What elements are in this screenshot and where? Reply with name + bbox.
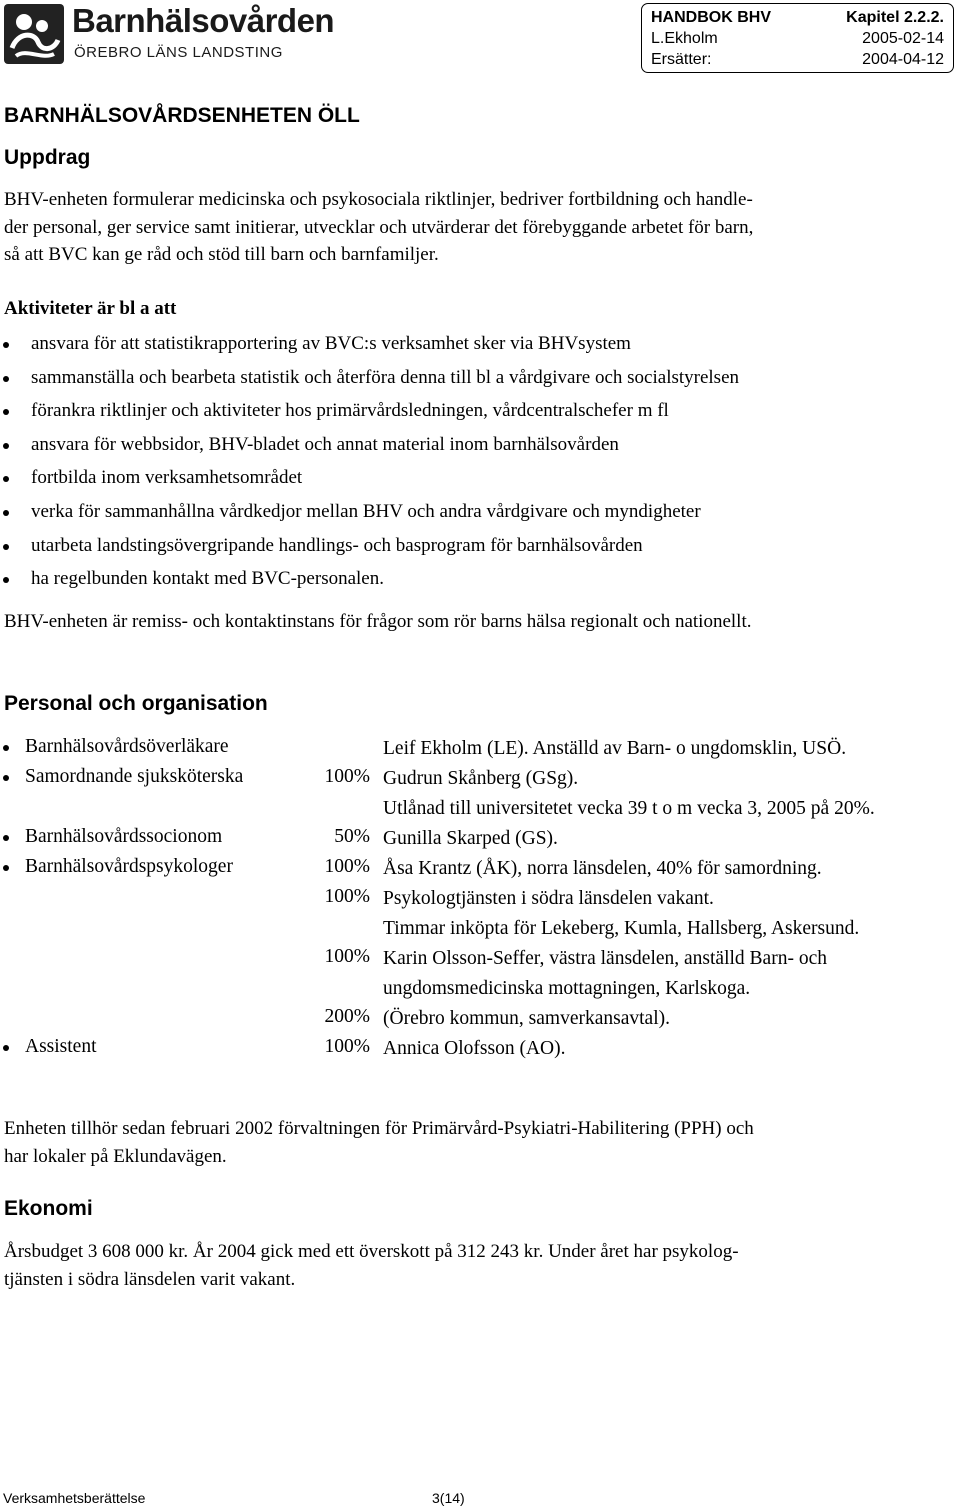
description: Leif Ekholm (LE). Anställd av Barn- o ungdomsklin, USÖ. (383, 738, 847, 759)
uppdrag-line: der personal, ger service samt initierar, utvecklar och utvärderar det förebyggande arbetet för barn, (4, 216, 754, 238)
description: Annica Olofsson (AO). (383, 1038, 566, 1059)
percent: 100% (324, 856, 370, 877)
list-item: sammanställa och bearbeta statistik och återföra denna till bl a vårdgivare och socialstyrelsen (0, 361, 739, 395)
table-row (0, 972, 960, 1002)
description: ungdomsmedicinska mottagningen, Karlskoga. (383, 978, 751, 999)
list-item: utarbeta landstingsövergripande handlings- och basprogram för barnhälsovården (0, 529, 739, 563)
description: Gunilla Skarped (GS). (383, 828, 558, 849)
author: L.Ekholm (651, 30, 718, 47)
footer-title: Verksamhetsberättelse (3, 1490, 146, 1506)
bullet-icon (3, 476, 9, 482)
description: (Örebro kommun, samverkansavtal). (383, 1008, 670, 1029)
table-row (0, 912, 960, 942)
uppdrag-line: så att BVC kan ge råd och stöd till barn och barnfamiljer. (4, 244, 439, 265)
table-row (0, 852, 960, 882)
bullet-icon (3, 775, 9, 781)
personal-heading: Personal och organisation (4, 692, 268, 715)
table-row (0, 732, 960, 762)
table-row (0, 822, 960, 852)
aktiviteter-closing: BHV-enheten är remiss- och kontaktinstans för frågor som rör barns hälsa regionalt och nationellt. (4, 611, 752, 632)
uppdrag-line: BHV-enheten formulerar medicinska och psykosociala riktlinjer, bedriver fortbildning och handle- (4, 189, 753, 210)
list-item: fortbilda inom verksamhetsområdet (0, 461, 739, 495)
table-row (0, 762, 960, 792)
aktiviteter-list (0, 327, 739, 596)
bullet-icon (3, 577, 9, 583)
bullet-icon (3, 865, 9, 871)
bullet-icon (3, 443, 9, 449)
aktiviteter-heading: Aktiviteter är bl a att (4, 298, 177, 319)
logo-name: Barnhälsovården (72, 2, 335, 39)
handbook-title: HANDBOK BHV (651, 9, 771, 26)
percent: 50% (334, 826, 370, 847)
bullet-icon (3, 544, 9, 550)
percent: 100% (324, 1036, 370, 1057)
role: Barnhälsovårdssocionom (25, 826, 223, 847)
role: Barnhälsovårdspsykologer (25, 856, 233, 877)
bullet-icon (3, 745, 9, 751)
bullet-icon (3, 510, 9, 516)
bullet-icon (3, 376, 9, 382)
logo-subtitle: ÖREBRO LÄNS LANDSTING (74, 44, 283, 61)
list-item: ansvara för att statistikrapportering av BVC:s verksamhet sker via BHVsystem (0, 327, 739, 361)
list-item: ha regelbunden kontakt med BVC-personalen. (0, 562, 739, 596)
page-number: 3(14) (432, 1490, 465, 1506)
role: Assistent (25, 1036, 97, 1057)
table-row (0, 1032, 960, 1062)
percent: 200% (324, 1006, 370, 1027)
organisation-paragraph: Enheten tillhör sedan februari 2002 förvaltningen för Primärvård-Psykiatri-Habilitering (PPH) och har lokaler på Eklundavägen. (4, 1118, 754, 1167)
logo-emblem-icon (4, 4, 64, 64)
percent: 100% (324, 886, 370, 907)
table-row (0, 1002, 960, 1032)
replaces-label: Ersätter: (651, 51, 712, 68)
uppdrag-heading: Uppdrag (4, 146, 91, 169)
table-row (0, 792, 960, 822)
description: Åsa Krantz (ÅK), norra länsdelen, 40% för samordning. (383, 858, 822, 879)
description: Timmar inköpta för Lekeberg, Kumla, Hallsberg, Askersund. (383, 918, 860, 939)
list-item: verka för sammanhållna vårdkedjor mellan BHV och andra vårdgivare och myndigheter (0, 495, 739, 529)
description: Utlånad till universitetet vecka 39 t o m vecka 3, 2005 på 20%. (383, 798, 875, 819)
ekonomi-paragraph: Årsbudget 3 608 000 kr. År 2004 gick med ett överskott på 312 243 kr. Under året har psykolog- tjänsten i södra länsdelen varit vakant. (4, 1241, 739, 1290)
ekonomi-heading: Ekonomi (4, 1197, 93, 1220)
list-item: ansvara för webbsidor, BHV-bladet och annat material inom barnhälsovården (0, 428, 739, 462)
list-item: förankra riktlinjer och aktiviteter hos primärvårdsledningen, vårdcentralschefer m fl (0, 394, 739, 428)
document-info-box (641, 3, 954, 73)
role: Samordnande sjuksköterska (25, 766, 244, 787)
table-row (0, 942, 960, 972)
chapter-label: Kapitel 2.2.2. (846, 9, 944, 26)
bullet-icon (3, 342, 9, 348)
description: Psykologtjänsten i södra länsdelen vakant. (383, 888, 714, 909)
description: Karin Olsson-Seffer, västra länsdelen, anställd Barn- och (383, 948, 827, 969)
replaces-date: 2004-04-12 (862, 51, 944, 68)
page-title: BARNHÄLSOVÅRDSENHETEN ÖLL (4, 104, 360, 127)
role: Barnhälsovårdsöverläkare (25, 736, 229, 757)
table-row (0, 882, 960, 912)
bullet-icon (3, 835, 9, 841)
percent: 100% (324, 946, 370, 967)
uppdrag-paragraph (4, 186, 954, 269)
description: Gudrun Skånberg (GSg). (383, 768, 579, 789)
percent: 100% (324, 766, 370, 787)
bullet-icon (3, 1045, 9, 1051)
doc-date: 2005-02-14 (862, 30, 944, 47)
bullet-icon (3, 409, 9, 415)
